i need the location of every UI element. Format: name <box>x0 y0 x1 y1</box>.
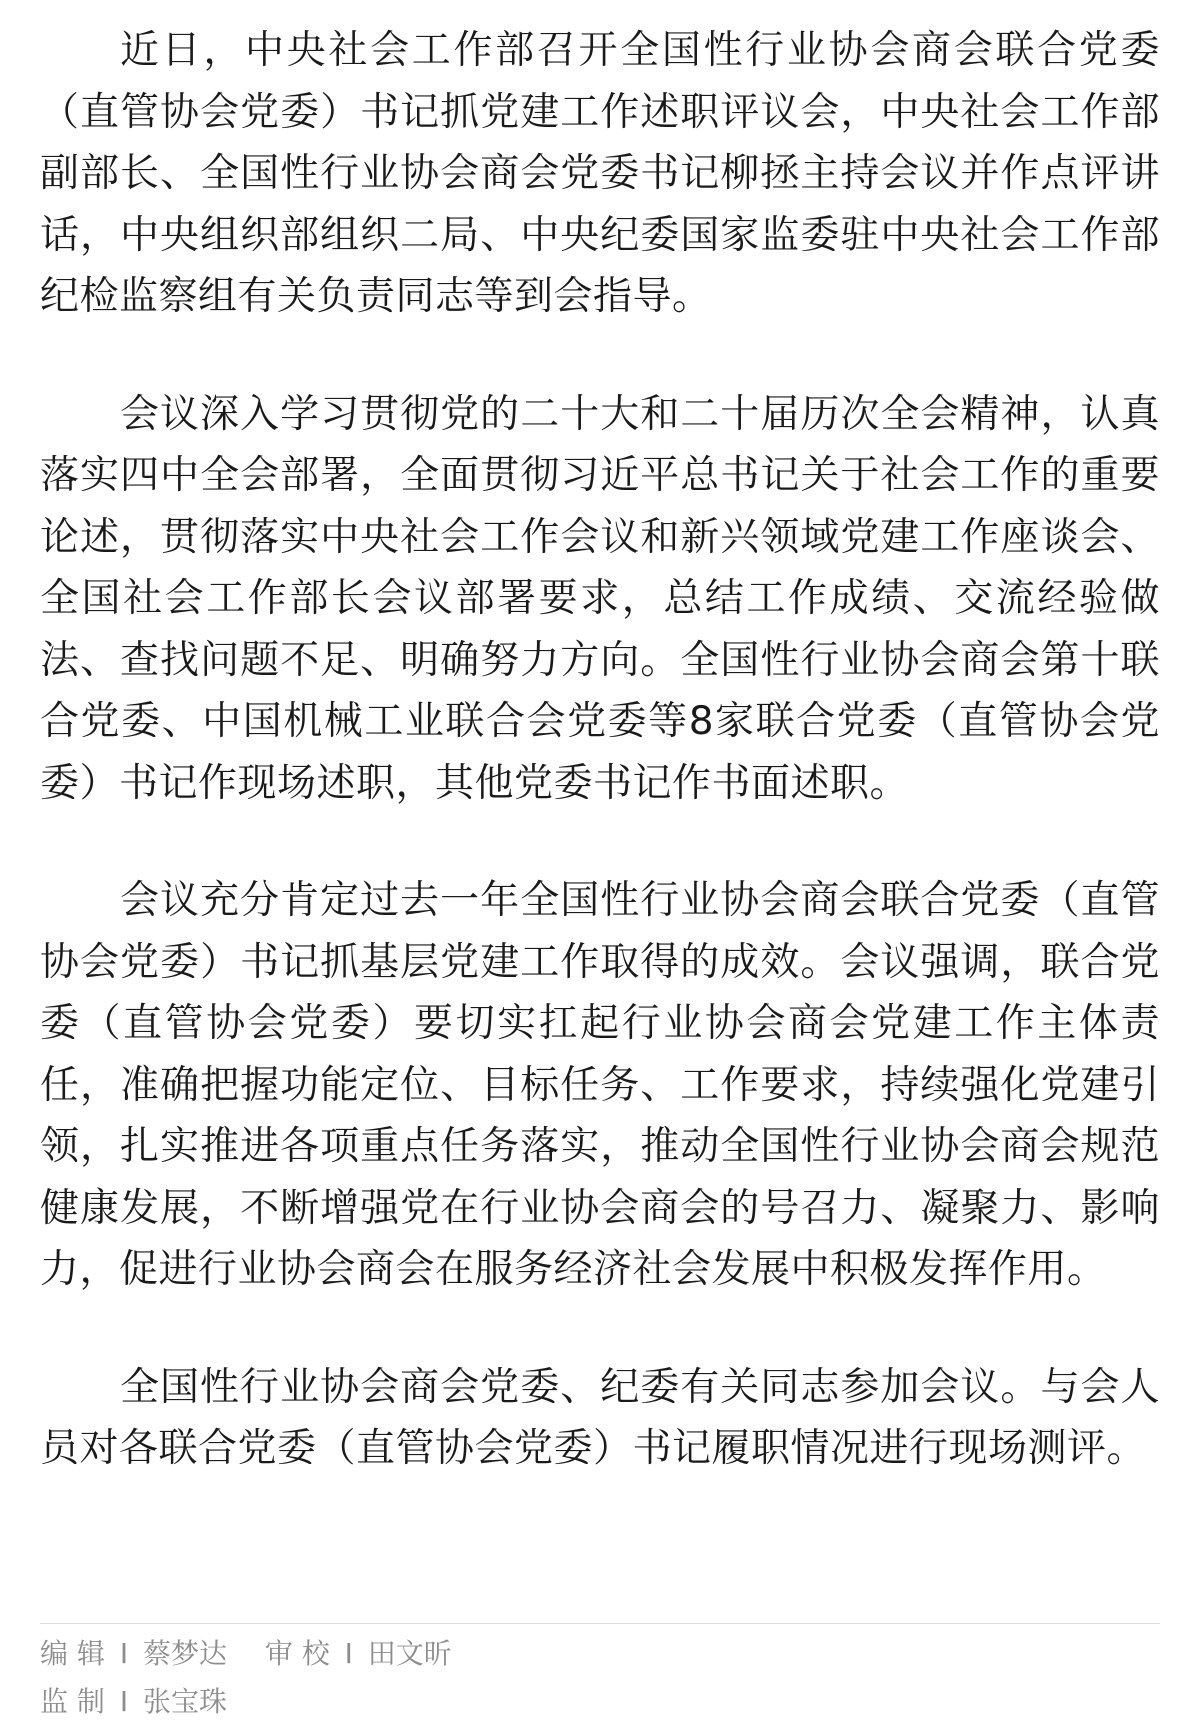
credit-line-producer <box>40 1678 1160 1726</box>
credit-separator: I <box>119 1685 129 1718</box>
reviewer-name: 田文昕 <box>367 1637 452 1670</box>
credit-separator: I <box>119 1637 129 1670</box>
credits-block <box>40 1630 1160 1726</box>
paragraph-1: 近日，中央社会工作部召开全国性行业协会商会联合党委（直管协会党委）书记抓党建工作述职评议会，中央社会工作部副部长、全国性行业协会商会党委书记柳拯主持会议并作点评讲话，中央组织部组织二局、中央纪委国家监委驻中央社会工作部纪检监察组有关负责同志等到会指导。 <box>40 28 1160 319</box>
credits-divider <box>40 1623 1160 1624</box>
article-body <box>40 20 1160 1480</box>
reviewer-label: 审 校 <box>264 1637 330 1670</box>
credit-line-editor-reviewer <box>40 1630 1160 1678</box>
paragraph-2: 会议深入学习贯彻党的二十大和二十届历次全会精神，认真落实四中全会部署，全面贯彻习近平总书记关于社会工作的重要论述，贯彻落实中央社会工作会议和新兴领域党建工作座谈会、全国社会工作部长会议部署要求，总结工作成绩、交流经验做法、查找问题不足、明确努力方向。全国性行业协会商会第十联合党委、中国机械工业联合会党委等8家联合党委（直管协会党委）书记作现场述职，其他党委书记作书面述职。 <box>40 391 1160 806</box>
producer-label: 监 制 <box>40 1685 105 1718</box>
paragraph-4: 全国性行业协会商会党委、纪委有关同志参加会议。与会人员对各联合党委（直管协会党委）书记履职情况进行现场测评。 <box>40 1364 1160 1471</box>
editor-name: 蔡梦达 <box>142 1637 227 1670</box>
producer-name: 张宝珠 <box>142 1685 227 1718</box>
paragraph-3: 会议充分肯定过去一年全国性行业协会商会联合党委（直管协会党委）书记抓基层党建工作取得的成效。会议强调，联合党委（直管协会党委）要切实扛起行业协会商会党建工作主体责任，准确把握功能定位、目标任务、工作要求，持续强化党建引领，扎实推进各项重点任务落实，推动全国性行业协会商会规范健康发展，不断增强党在行业协会商会的号召力、凝聚力、影响力，促进行业协会商会在服务经济社会发展中积极发挥作用。 <box>40 878 1160 1292</box>
editor-label: 编 辑 <box>40 1637 105 1670</box>
credit-separator: I <box>344 1637 353 1670</box>
